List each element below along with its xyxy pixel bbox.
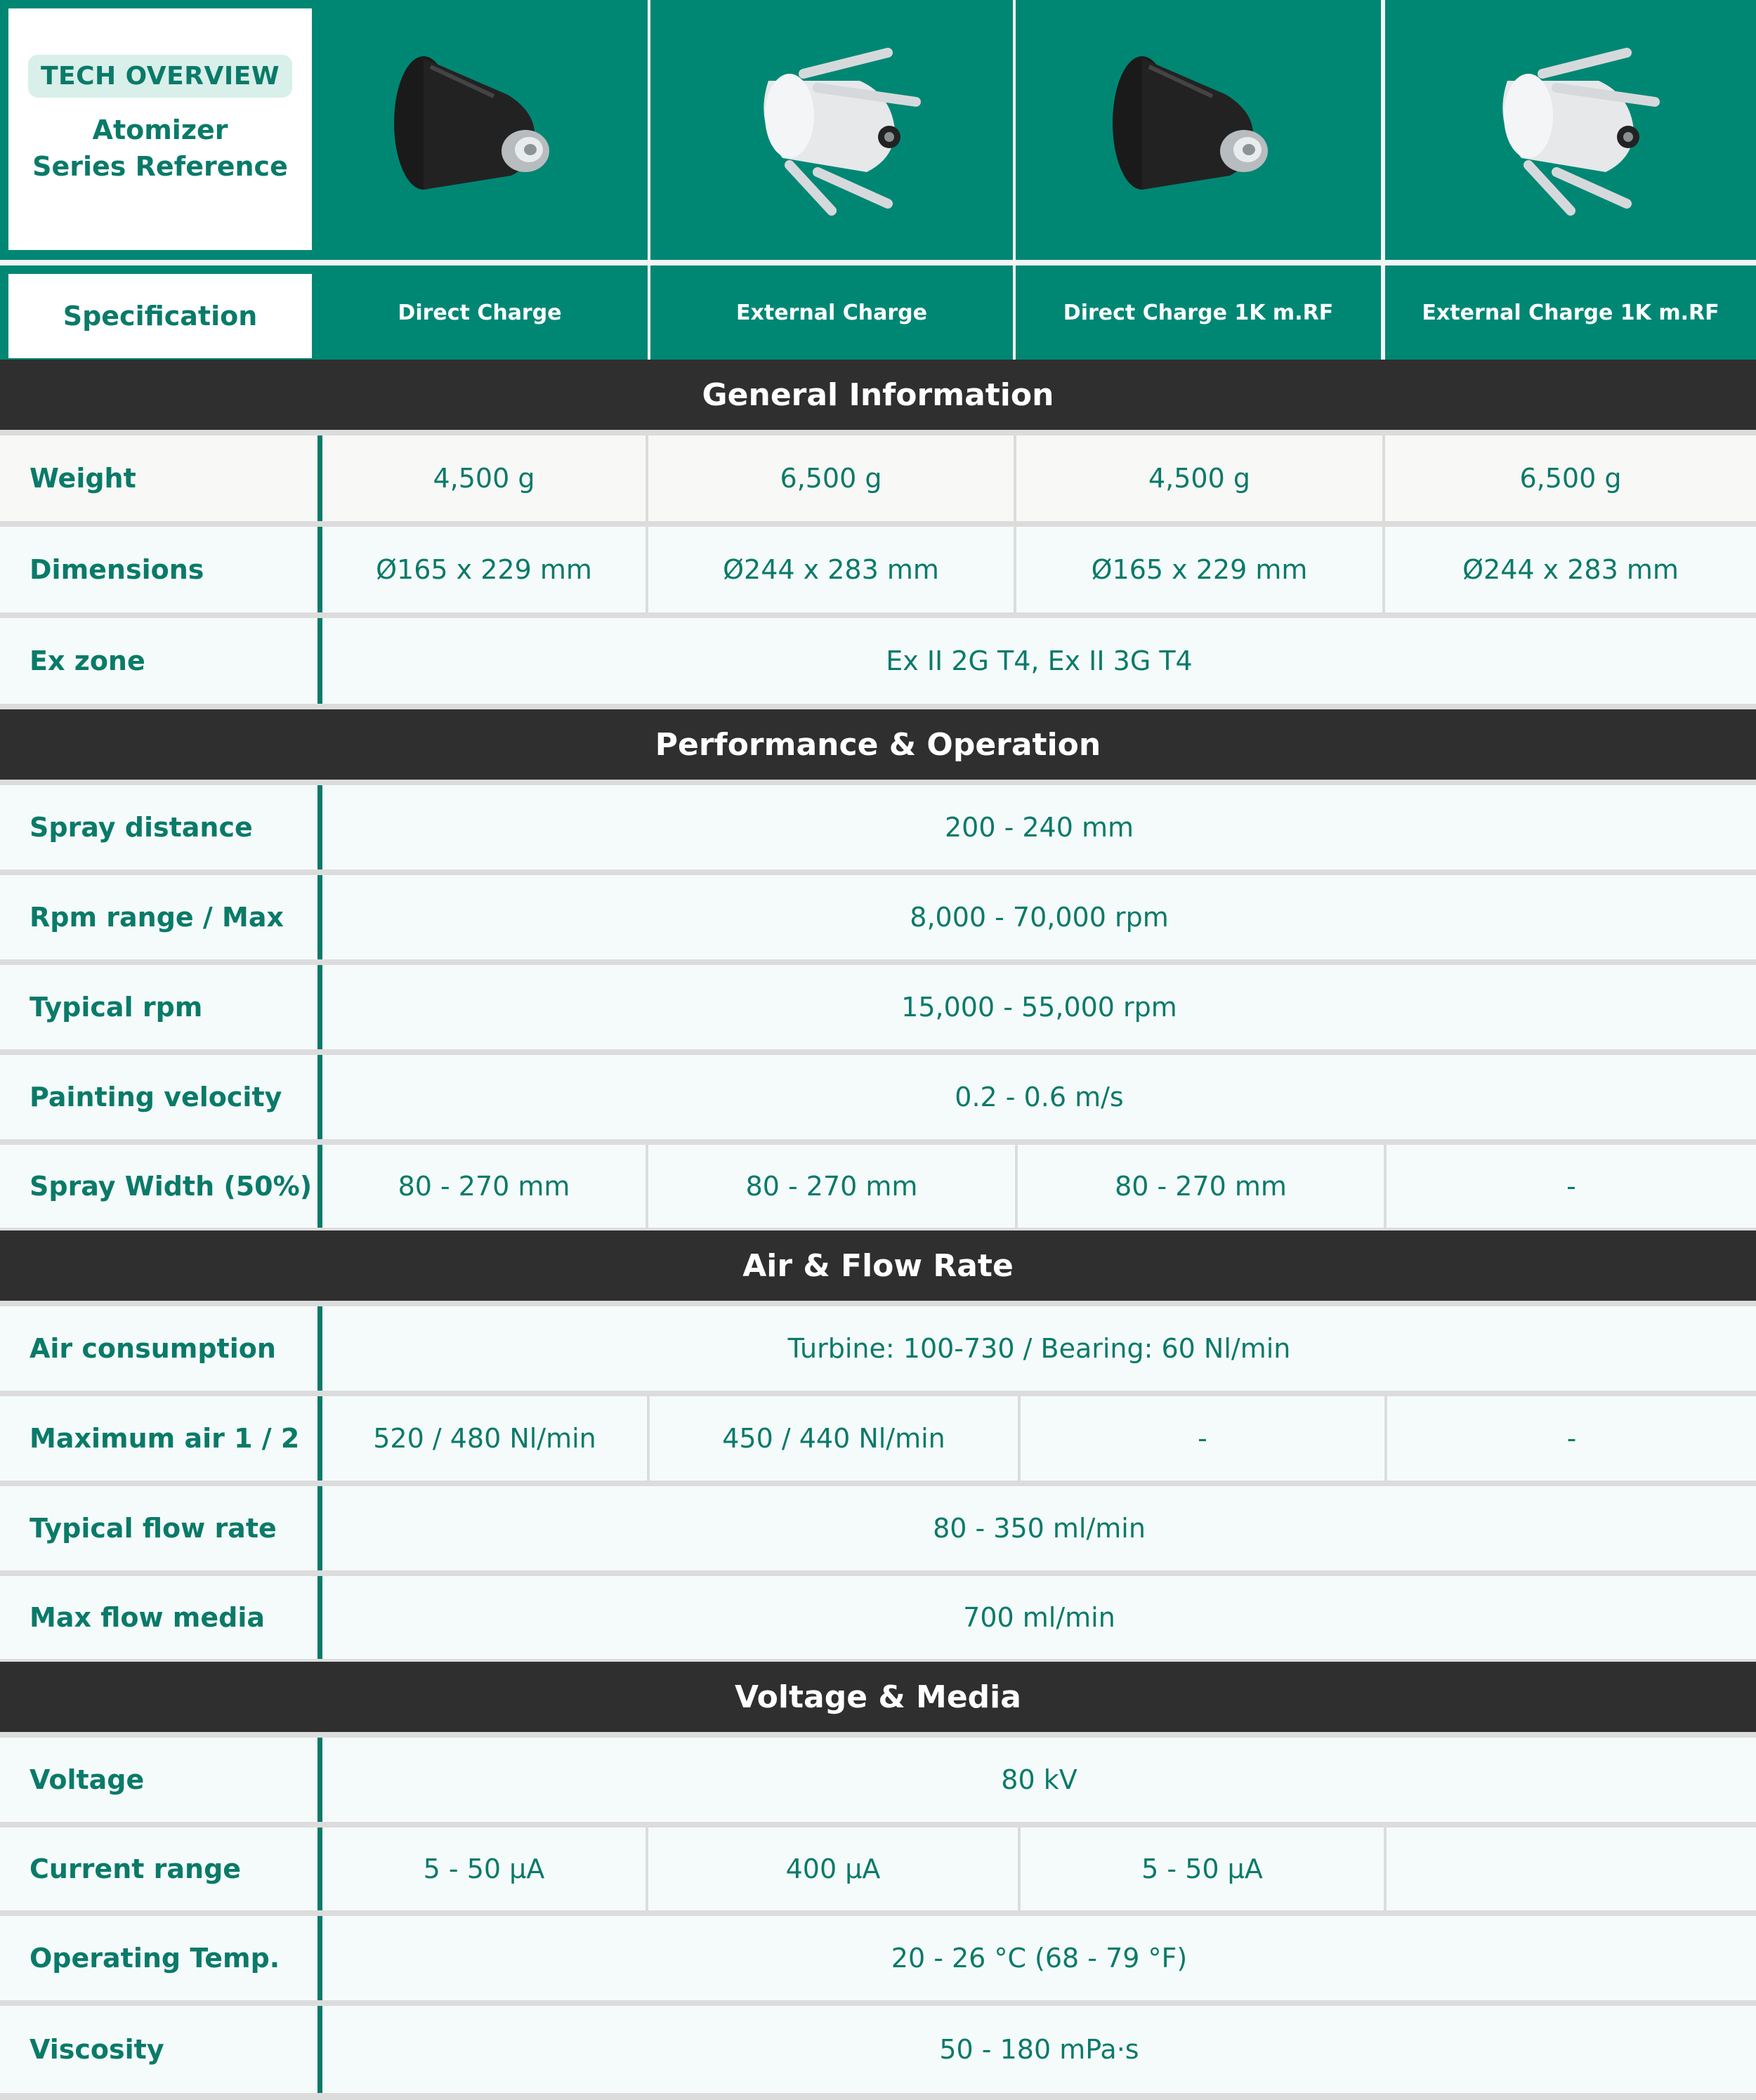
row-label: Rpm range / Max (0, 875, 317, 959)
row-label: Typical flow rate (0, 1486, 317, 1570)
specification-header: Specification (8, 274, 312, 358)
cell-value: Ø165 x 229 mm (322, 527, 646, 612)
cell-value: Ø244 x 283 mm (648, 527, 1014, 612)
table-row-spray-width (0, 1145, 1756, 1228)
table-row-typical-flow-rate (0, 1486, 1756, 1570)
cell-value: 80 - 270 mm (322, 1145, 646, 1228)
cell-value-span: Turbine: 100-730 / Bearing: 60 Nl/min (322, 1306, 1756, 1391)
row-label: Max flow media (0, 1576, 317, 1659)
column-header-direct-charge-1k: Direct Charge 1K m.RF (1016, 265, 1381, 360)
section-voltage-media: Voltage & Media (0, 1662, 1756, 1732)
table-row-weight (0, 435, 1756, 521)
column-header-external-charge: External Charge (650, 265, 1013, 360)
row-label: Typical rpm (0, 965, 317, 1049)
cell-value-span: Ex II 2G T4, Ex II 3G T4 (322, 618, 1756, 704)
table-row-air-consumption (0, 1306, 1756, 1391)
row-label: Maximum air 1 / 2 (0, 1396, 317, 1481)
cell-value-span: 0.2 - 0.6 m/s (322, 1055, 1756, 1139)
cell-value (1387, 1827, 1756, 1910)
table-header (0, 0, 1756, 360)
product-image-direct-charge (312, 0, 648, 260)
row-label: Weight (0, 435, 317, 521)
section-general-information: General Information (0, 360, 1756, 430)
table-row-typical-rpm (0, 965, 1756, 1049)
table-row-viscosity (0, 2006, 1756, 2093)
table-row-max-flow-media (0, 1576, 1756, 1659)
table-row-ex-zone (0, 618, 1756, 704)
table-row-voltage (0, 1738, 1756, 1822)
table-row-maximum-air (0, 1396, 1756, 1481)
cell-value: 5 - 50 µA (322, 1827, 646, 1910)
cell-value: 80 - 270 mm (648, 1145, 1015, 1228)
cell-value: Ø244 x 283 mm (1385, 527, 1756, 612)
cell-value: 80 - 270 mm (1018, 1145, 1384, 1228)
cell-value: - (1387, 1145, 1756, 1228)
row-label: Ex zone (0, 618, 317, 704)
cell-value: 6,500 g (648, 435, 1014, 521)
black-atomizer-icon (374, 46, 585, 214)
cell-value: 400 µA (648, 1827, 1018, 1910)
row-label: Dimensions (0, 527, 317, 612)
cell-value-span: 15,000 - 55,000 rpm (322, 965, 1756, 1049)
cell-value-span: 200 - 240 mm (322, 785, 1756, 869)
column-header-external-charge-1k: External Charge 1K m.RF (1385, 265, 1756, 360)
cell-value: 4,500 g (322, 435, 646, 521)
row-label: Painting velocity (0, 1055, 317, 1139)
cell-value: - (1387, 1396, 1756, 1481)
cell-value: 6,500 g (1385, 435, 1756, 521)
cell-value-span: 80 kV (322, 1738, 1756, 1822)
table-row-painting-velocity (0, 1055, 1756, 1139)
cell-value: 5 - 50 µA (1021, 1827, 1384, 1910)
row-label: Spray distance (0, 785, 317, 869)
cell-value-span: 80 - 350 ml/min (322, 1486, 1756, 1570)
cell-value-span: 8,000 - 70,000 rpm (322, 875, 1756, 959)
row-label: Voltage (0, 1738, 317, 1822)
product-image-external-charge (650, 0, 1013, 260)
cell-value-span: 50 - 180 mPa·s (322, 2006, 1756, 2093)
table-row-dimensions (0, 527, 1756, 612)
row-label: Spray Width (50%) (0, 1145, 317, 1228)
row-label: Air consumption (0, 1306, 317, 1391)
column-header-direct-charge: Direct Charge (312, 265, 648, 360)
white-atomizer-icon (1465, 39, 1676, 221)
page-title: Atomizer Series Reference (32, 114, 288, 182)
white-atomizer-icon (726, 39, 937, 221)
row-label: Viscosity (0, 2006, 317, 2093)
cell-value: Ø165 x 229 mm (1016, 527, 1382, 612)
table-row-operating-temp (0, 1916, 1756, 2000)
table-row-current-range (0, 1827, 1756, 1910)
table-row-spray-distance (0, 785, 1756, 869)
black-atomizer-icon (1093, 46, 1304, 214)
row-label: Current range (0, 1827, 317, 1910)
section-performance-operation: Performance & Operation (0, 709, 1756, 780)
cell-value: - (1021, 1396, 1384, 1481)
cell-value: 450 / 440 Nl/min (650, 1396, 1018, 1481)
product-image-direct-charge-1k (1016, 0, 1381, 260)
cell-value-span: 700 ml/min (322, 1576, 1756, 1659)
table-row-rpm-range (0, 875, 1756, 959)
cell-value: 4,500 g (1016, 435, 1382, 521)
cell-value-span: 20 - 26 °C (68 - 79 °F) (322, 1916, 1756, 2000)
brand-block (8, 8, 312, 250)
section-air-flow-rate: Air & Flow Rate (0, 1231, 1756, 1301)
row-label: Operating Temp. (0, 1916, 317, 2000)
cell-value: 520 / 480 Nl/min (322, 1396, 647, 1481)
product-image-external-charge-1k (1385, 0, 1756, 260)
tech-overview-badge: TECH OVERVIEW (28, 55, 292, 98)
